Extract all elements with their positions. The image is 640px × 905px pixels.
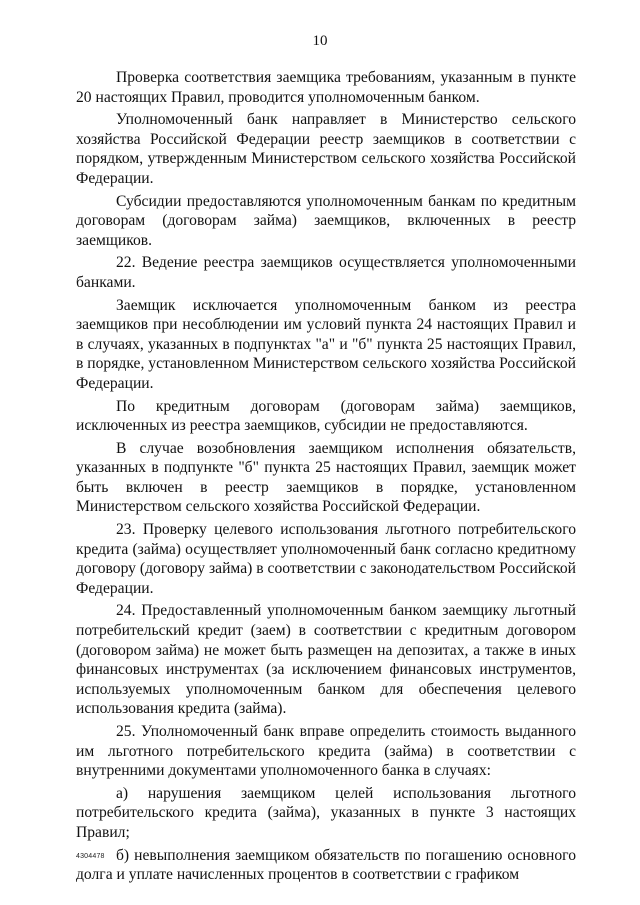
paragraph: Заемщик исключается уполномоченным банком из реестра заемщиков при несоблюдении им условий пункта 24 настоящих Правил и в случаях, указанных в подпунктах "а" и "б" пункта 25 настоящих Правил, в порядке, установленном Министерством сельского хозяйства Российской Федерации. [76,296,576,392]
document-body [76,68,576,888]
paragraph: а) нарушения заемщиком целей использования льготного потребительского кредита (займа), указанных в пункте 3 настоящих Правил; [76,784,576,841]
paragraph: Уполномоченный банк направляет в Министерство сельского хозяйства Российской Федерации реестр заемщиков в соответствии с порядком, утвержденным Министерством сельского хозяйства Российской Федерации. [76,111,576,187]
paragraph: 23. Проверку целевого использования льготного потребительского кредита (займа) осуществляет уполномоченный банк согласно кредитному договору (договору займа) в соответствии с законодательством Российской Федерации. [76,521,576,597]
paragraph: 22. Ведение реестра заемщиков осуществляется уполномоченными банками. [76,254,576,291]
page-number: 10 [312,33,328,49]
paragraph: б) невыполнения заемщиком обязательств по погашению основного долга и уплате начисленных процентов в соответствии с графиком [76,846,576,884]
document-code: 4304478 [76,853,105,860]
paragraph: По кредитным договорам (договорам займа) заемщиков, исключенных из реестра заемщиков, субсидии не предоставляются. [76,397,576,435]
paragraph: Субсидии предоставляются уполномоченным банкам по кредитным договорам (договорам займа) заемщиков, включенных в реестр заемщиков. [76,192,576,249]
paragraph: Проверка соответствия заемщика требованиям, указанным в пункте 20 настоящих Правил, проводится уполномоченным банком. [76,69,576,106]
paragraph: 24. Предоставленный уполномоченным банком заемщику льготный потребительский кредит (заем) в соответствии с кредитным договором (договором займа) не может быть размещен на депозитах, а также в иных финансовых инструментах (за исключением финансовых инструментов, используемых уполномоченным банком для обеспечения целевого использования кредита (займа). [76,602,576,718]
paragraph: В случае возобновления заемщиком исполнения обязательств, указанных в подпункте "б" пункта 25 настоящих Правил, заемщик может быть включен в реестр заемщиков в порядке, установленном Министерством сельского хозяйства Российской Федерации. [76,439,576,516]
paragraph: 25. Уполномоченный банк вправе определить стоимость выданного им льготного потребительского кредита (займа) в соответствии с внутренними документами уполномоченного банка в случаях: [76,723,576,780]
